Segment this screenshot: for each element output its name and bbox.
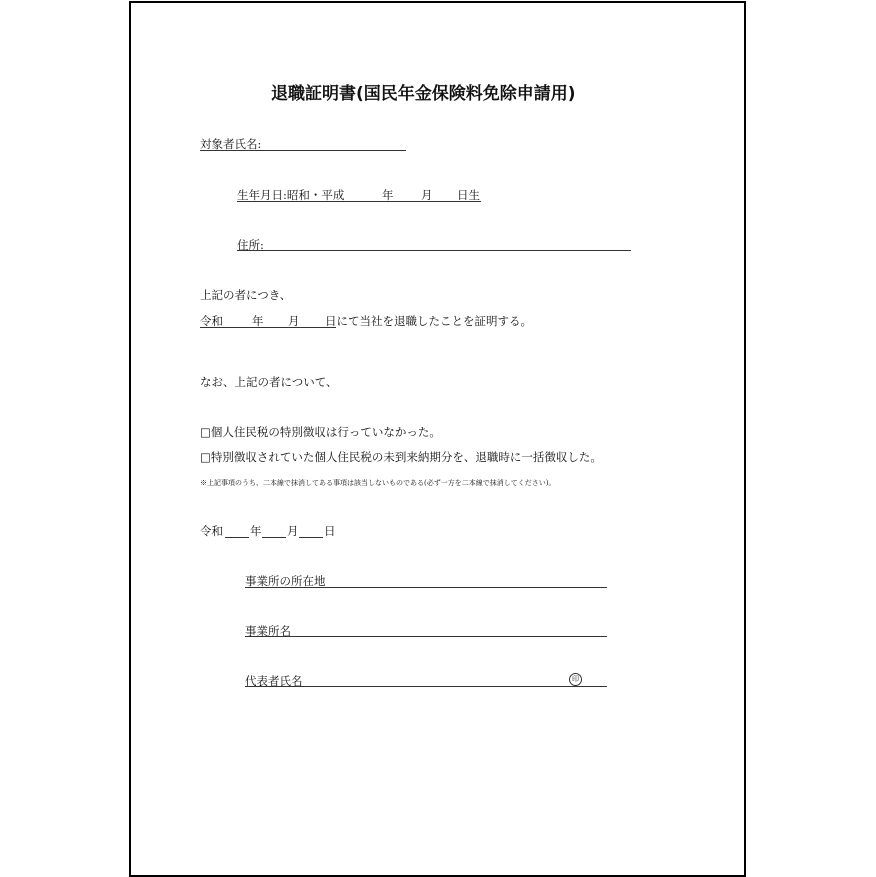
issue-month-blank — [262, 537, 286, 538]
option-2: □特別徴収されていた個人住民税の未到来納期分を、退職時に一括徴収した。 — [200, 450, 602, 464]
statement-era: 令和 — [200, 314, 223, 328]
office-name-label: 事業所名 — [245, 624, 291, 638]
document-title: 退職証明書(国民年金保険料免除申請用) — [271, 84, 576, 104]
address-line — [237, 250, 631, 251]
statement-date-line — [200, 327, 336, 328]
office-name-line — [245, 636, 607, 637]
issue-day-blank — [299, 537, 323, 538]
statement-month: 月 — [288, 314, 300, 328]
representative-line — [245, 686, 607, 687]
birth-day-label: 日生 — [457, 188, 480, 202]
statement-year: 年 — [252, 314, 264, 328]
office-address-label: 事業所の所在地 — [245, 574, 326, 588]
birth-date-line — [237, 201, 481, 202]
representative-label: 代表者氏名 — [245, 674, 303, 688]
option-1: □個人住民税の特別徴収は行っていなかった。 — [200, 425, 441, 439]
issue-date-year: 年 — [250, 524, 262, 538]
address-label: 住所: — [237, 238, 264, 252]
subject-name-line — [200, 150, 406, 151]
issue-year-blank — [225, 537, 249, 538]
birth-year-label: 年 — [382, 188, 394, 202]
birth-date-label: 生年月日:昭和・平成 — [237, 188, 345, 202]
birth-month-label: 月 — [421, 188, 433, 202]
issue-date-era: 令和 — [200, 524, 223, 538]
footnote: ※上記事項のうち、二本線で抹消してある事項は該当しないものである(必ず一方を二本線で抹消してください)。 — [200, 479, 556, 487]
document-page — [129, 1, 746, 877]
office-address-line — [245, 587, 607, 588]
subject-name-label: 対象者氏名: — [200, 137, 262, 151]
statement-line-1: 上記の者につき、 — [200, 288, 292, 302]
note-intro: なお、上記の者について、 — [200, 375, 338, 389]
issue-date-month: 月 — [287, 524, 299, 538]
issue-date-day: 日 — [324, 524, 336, 538]
statement-day-rest: 日にて当社を退職したことを証明する。 — [325, 314, 532, 328]
seal-mark-icon: 印 — [569, 673, 582, 686]
